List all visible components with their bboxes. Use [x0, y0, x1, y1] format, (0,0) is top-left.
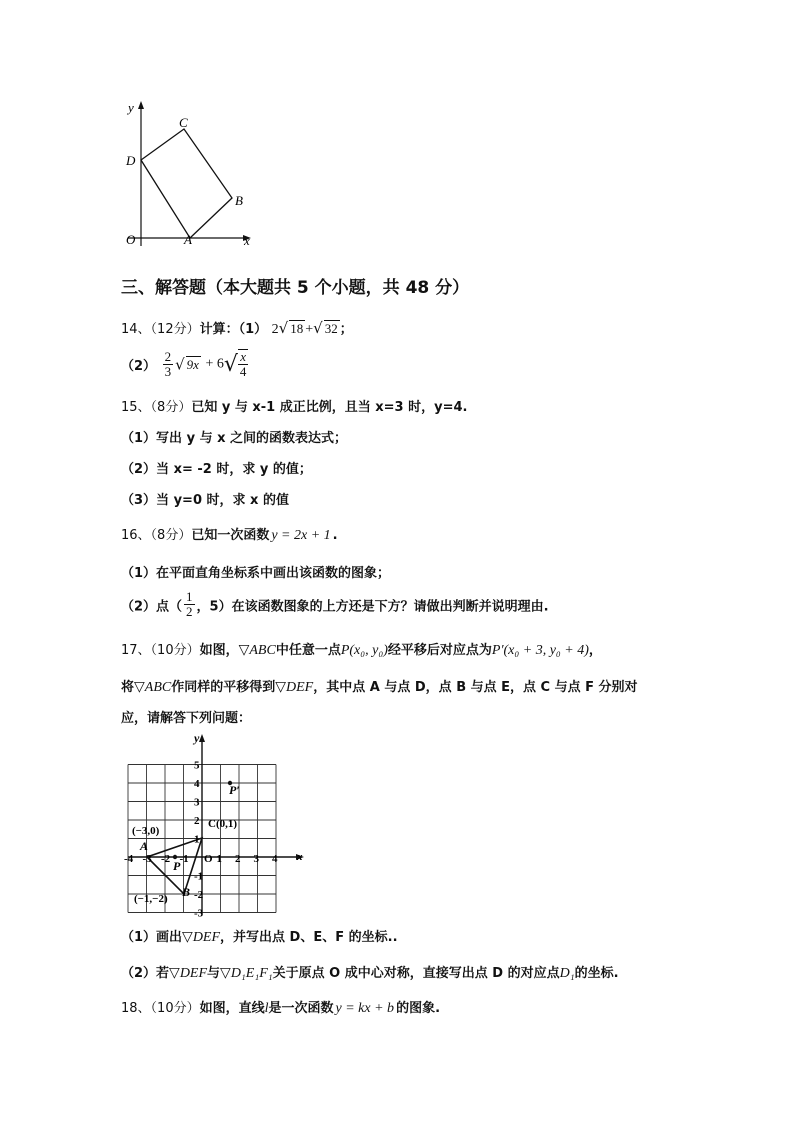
q17-line3: 应，请解答下列问题：: [121, 711, 252, 726]
q17-point-p: P(x₀, y₀): [340, 643, 388, 658]
q16-part2-a: （2）点（: [121, 599, 183, 615]
q17-p2c: 关于原点 O 成中心对称，直接写出点 D 的对应点: [272, 966, 560, 981]
q18-text-a: 如图，直线: [199, 1001, 265, 1016]
x-tick-label: -3: [142, 853, 152, 865]
grid-label-x: x: [297, 851, 303, 863]
q14-e2-xn: x: [238, 350, 249, 365]
x-tick-label: 3: [253, 853, 259, 865]
label-c: C: [179, 115, 188, 130]
q17-part2: [121, 962, 619, 982]
q16-text: 已知一次函数: [191, 528, 270, 543]
q16-part2-b: ，5）在该函数图象的上方还是下方？请做出判断并说明理由.: [196, 599, 549, 615]
y-tick-label: 4: [194, 778, 200, 790]
q17-p2d: 的坐标.: [574, 966, 619, 981]
rectangle-abcd: [141, 129, 232, 238]
q14-e1-rad1: 18: [290, 321, 304, 336]
q15-stem: [121, 396, 467, 415]
q16-end: .: [332, 528, 338, 543]
grid-label-a-coord: (−3,0): [132, 825, 160, 837]
q17-p2a: （2）若: [121, 966, 170, 981]
q14-e2-fraction2: [238, 349, 249, 380]
q16-part2: [121, 590, 549, 620]
q17-l2c: ，其中点 A 与点 D，点 B 与点 E，点 C 与点 F 分别对: [313, 680, 638, 695]
q16-part1: （1）在平面直角坐标系中画出该函数的图象；: [121, 566, 391, 581]
q14-e2-fn: 2: [164, 348, 172, 364]
q14-e1-rad2: 32: [324, 321, 338, 336]
q14-e2-fd: 3: [164, 363, 172, 379]
grid-label-a: A: [140, 839, 149, 853]
q17-p1b: ，并写出点 D、E、F 的坐标..: [220, 930, 398, 945]
q16-number: 16、: [121, 528, 151, 543]
coordinate-grid-figure: [120, 730, 320, 920]
q14-line2: （2） $\frac{2}{3}$ √ 9x + 6√ $\frac{x}{4}$: [121, 348, 247, 380]
q17-p2-tri1: ▽DEF: [169, 966, 208, 981]
q14-e1-coef: 2: [271, 322, 279, 337]
q17-tri3: ▽DEF: [275, 680, 314, 695]
label-d: D: [126, 153, 136, 168]
q14-e2-rad1: 9x: [186, 356, 199, 372]
y-tick-label: -3: [194, 907, 204, 920]
q14-e1-plus: +: [305, 322, 314, 337]
q16-fn: 1: [186, 589, 193, 604]
q17-tri1: ▽ABC: [238, 643, 276, 658]
q17-l2a: 将: [121, 680, 135, 695]
q15-part2: （2）当 x= -2 时，求 y 的值；: [121, 462, 312, 477]
q18-text-b: 是一次函数: [268, 1001, 334, 1016]
q14-e1-end: ；: [339, 322, 353, 337]
q16-stem: [121, 524, 338, 544]
y-tick-label: 2: [194, 815, 200, 827]
q17-l1b: 中任意一点: [275, 643, 341, 658]
q18-formula: y = kx + b: [335, 1001, 395, 1016]
q16-formula: y = 2x + 1: [271, 528, 331, 543]
q15-number: 15、: [121, 400, 151, 415]
x-tick-label: 2: [235, 853, 241, 865]
y-tick-label: -2: [194, 889, 204, 901]
q14-e2-xd: 4: [239, 364, 247, 380]
q17-tri2: ▽ABC: [134, 680, 172, 695]
q14-number: 14、: [121, 322, 151, 337]
y-tick-label: 1: [194, 833, 200, 846]
q14-score: （12分）: [150, 322, 200, 337]
q17-p1a: （1）画出: [121, 930, 183, 945]
q16-score: （8分）: [150, 528, 192, 543]
q17-p2b: 与: [207, 966, 221, 981]
q17-line1: [121, 639, 602, 659]
x-tick-label: O: [204, 853, 213, 865]
x-tick-label: -2: [161, 853, 171, 865]
q18-number: 18、: [121, 1001, 151, 1016]
q17-point-pprime: P′(x₀ + 3, y₀ + 4): [491, 643, 589, 658]
q14-line1: 14、（12分）计算：（1） 2√ 18 +√ 32 ；: [121, 319, 353, 337]
label-b: B: [235, 193, 243, 208]
grid-label-b: B: [182, 885, 191, 899]
q14-text: 计算：（1）: [199, 322, 268, 337]
x-tick-label: 1: [216, 853, 222, 865]
q17-l1c: 经平移后对应点为: [387, 643, 492, 658]
grid-label-c: C(0,1): [208, 818, 238, 830]
x-tick-labels: [124, 853, 278, 865]
label-x: x: [244, 233, 250, 248]
q17-p2-tri2: ▽D₁E₁F₁: [220, 966, 273, 981]
q17-l1d: ，: [588, 643, 602, 658]
x-tick-label: 4: [272, 853, 278, 865]
y-tick-label: 5: [194, 759, 200, 772]
q14-e2-plus: + 6: [205, 356, 224, 372]
q17-line2: [121, 676, 638, 696]
section-title: 三、解答题（本大题共 5 个小题，共 48 分）: [121, 278, 470, 298]
q15-part1: （1）写出 y 与 x 之间的函数表达式；: [121, 431, 348, 446]
rectangle-figure: [120, 98, 260, 248]
grid-label-p: P: [173, 859, 181, 873]
q17-p1-tri: ▽DEF: [182, 930, 221, 945]
q18-text-c: 的图象.: [396, 1001, 441, 1016]
q17-l2b: 作同样的平移得到: [171, 680, 276, 695]
q15-score: （8分）: [150, 400, 192, 415]
y-tick-label: -1: [194, 870, 204, 883]
x-tick-label: -4: [124, 853, 134, 865]
grid-y-arrow: [199, 734, 205, 742]
q17-number: 17、: [121, 643, 151, 658]
y-axis-arrow: [138, 101, 144, 109]
q18-line-l: l: [264, 1001, 269, 1016]
q18-score: （10分）: [150, 1001, 200, 1016]
q17-part1: [121, 926, 398, 946]
q14-e2-fraction: [163, 350, 174, 380]
label-y: y: [128, 100, 134, 115]
grid-label-pprime: P′: [229, 783, 240, 797]
q15-part3: （3）当 y=0 时，求 x 的值: [121, 493, 289, 508]
q14-part2-label: （2）: [121, 358, 157, 374]
y-tick-label: 3: [194, 796, 200, 809]
q17-l1a: 如图，: [199, 643, 239, 658]
grid-label-y: y: [194, 731, 200, 745]
label-o: O: [126, 232, 136, 247]
grid-label-b-coord: (−1,−2): [134, 893, 168, 905]
q17-score: （10分）: [150, 643, 200, 658]
q18-stem: [121, 997, 440, 1017]
q16-fd: 2: [186, 604, 193, 620]
q16-fraction: [184, 590, 195, 620]
q15-text: 已知 y 与 x-1 成正比例，且当 x=3 时，y=4.: [191, 400, 468, 415]
q17-p2-d1: D₁: [559, 966, 575, 981]
x-tick-label: -1: [179, 853, 189, 865]
label-a: A: [184, 232, 192, 247]
